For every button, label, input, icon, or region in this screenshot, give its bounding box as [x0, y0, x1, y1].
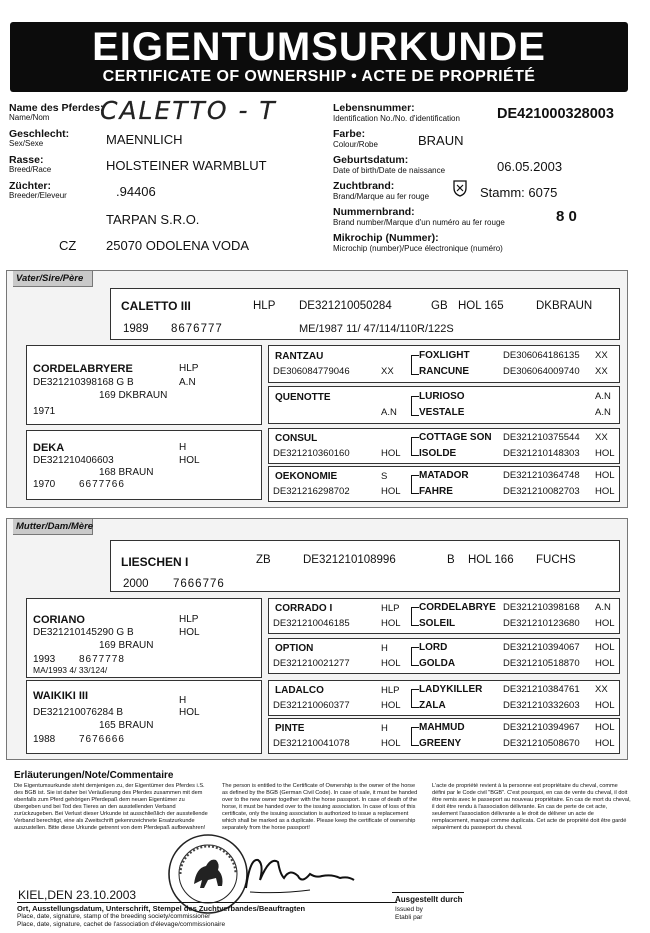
dam-sire-year: 1993: [33, 654, 56, 665]
notes-french: L'acte de propriété revient à la personne est propriétaire du cheval, comme défini par le Code civil "BGB". C'est pourquoi, en cas de vente du cheval, il doit être remis avec le passeport au nouveau propriétaire. En cas de mort du cheval, il doit être rendu à l'association délivrante. En cas de perte de cet acte, seulement l'association délivrante a le droit de délivrer un acte de remplacement, marqué comme duplicata. Cet acte de propriété doit être gardé séparément du passeport du cheval.: [432, 783, 631, 831]
ggp-number: DE321210394067: [503, 642, 580, 653]
ggp-breed: HOL: [595, 738, 615, 749]
sex-label-sub: Sex/Sexe: [9, 139, 44, 148]
ggp-name: SOLEIL: [419, 618, 456, 629]
brand-number-label-sub: Brand number/Marque d'un numéro au fer rouge: [333, 218, 505, 227]
ggp-name: COTTAGE SON: [419, 432, 492, 443]
colour-label-sub: Colour/Robe: [333, 140, 378, 149]
ggp-breed: HOL: [595, 618, 615, 629]
ggp-number: DE306064186135: [503, 350, 580, 361]
horse-name: CALETTO - T: [100, 96, 277, 125]
gp-code: HLP: [381, 685, 400, 696]
brand-value: Stamm: 6075: [480, 185, 558, 200]
dob-label: Geburtsdatum:: [333, 154, 409, 166]
gp-name: PINTE: [275, 723, 305, 734]
gp-number: DE321210041078: [273, 738, 350, 749]
gp-code: H: [381, 723, 388, 734]
dam-gp-box-3: [268, 680, 620, 716]
gp-code: S: [381, 471, 388, 482]
ggp-breed: XX: [595, 366, 608, 377]
ggp-breed: HOL: [595, 448, 615, 459]
sire-number: DE321210050284: [299, 300, 392, 312]
gp-name: LADALCO: [275, 685, 324, 696]
sire-sire-number: DE321210398168 G B: [33, 377, 134, 388]
gp-breed: A.N: [381, 407, 397, 418]
pedigree-bracket: [411, 607, 419, 626]
life-number-label-sub: Identification No./No. d'identification: [333, 114, 460, 123]
sire-gp-box-3: [268, 428, 620, 464]
ggp-breed: HOL: [595, 470, 615, 481]
sire-header: Vater/Sire/Père: [13, 271, 93, 287]
ggp-number: DE321210394967: [503, 722, 580, 733]
issue-place-date: KIEL,DEN 23.10.2003: [18, 888, 137, 902]
sire-code: HLP: [253, 300, 276, 312]
ggp-name: ISOLDE: [419, 448, 457, 459]
sire-sire-breed: A.N: [179, 377, 196, 388]
dob-label-sub: Date of birth/Date de naissance: [333, 166, 446, 175]
dam-colour: FUCHS: [536, 554, 576, 566]
sire-dam-breed: HOL: [179, 455, 200, 466]
footer-line-1: Ort, Ausstellungsdatum, Unterschrift, Stempel des Zuchtverbandes/Beauftragten: [17, 904, 306, 913]
ggp-number: DE321210384761: [503, 684, 580, 695]
notes-english: The person is entitled to the Certificate of Ownership is the owner of the horse as defined by the BGB (German Civil Code). In case of sale, it must be handed over to the new owner together with the horse passport. In case of death of the horse, it must be handed over to the issuing association. In case of loss of this certificate, only the issuing association is authorized to issue a replacement which shall be marked as a duplicate. Please keep the certificate of ownership separately from the horse passport!: [222, 783, 418, 831]
dam-dam-size-colour: 165 BRAUN: [99, 720, 154, 731]
ggp-name: MATADOR: [419, 470, 469, 481]
gp-number: DE321210360160: [273, 448, 350, 459]
sire-sire-box: [26, 345, 262, 425]
dam-b: B: [447, 554, 455, 566]
ggp-number: DE321210364748: [503, 470, 580, 481]
ggp-number: DE321210123680: [503, 618, 580, 629]
gp-name: CONSUL: [275, 433, 318, 444]
sire-sire-size-colour: 169 DKBRAUN: [99, 390, 168, 401]
ggp-breed: HOL: [595, 722, 615, 733]
pedigree-bracket: [411, 647, 419, 666]
sire-sire-name: CORDELABRYERE: [33, 363, 133, 375]
footer-line-3: Place, date, signature, cachet de l'association d'élevage/commissionaire: [17, 921, 226, 928]
life-number-label: Lebensnummer:: [333, 102, 415, 114]
life-number: DE421000328003: [497, 106, 614, 122]
gp-number: DE321210060377: [273, 700, 350, 711]
title-banner: [10, 22, 628, 92]
dam-sire-performance: MA/1993 4/ 33/124/: [33, 665, 108, 675]
issued-line: [392, 892, 464, 893]
dam-id: 7666776: [173, 578, 225, 590]
gp-code: HLP: [381, 603, 400, 614]
ggp-breed: A.N: [595, 602, 611, 613]
gp-breed: HOL: [381, 618, 401, 629]
dam-sire-box: [26, 598, 262, 678]
dam-sire-breed: HOL: [179, 627, 200, 638]
ggp-breed: HOL: [595, 486, 615, 497]
ggp-breed: HOL: [595, 642, 615, 653]
sire-gb: GB: [431, 300, 448, 312]
gp-breed: HOL: [381, 738, 401, 749]
gp-number: DE306084779046: [273, 366, 350, 377]
dam-dam-name: WAIKIKI III: [33, 690, 88, 702]
dam-dam-code: H: [179, 695, 187, 706]
breeder-number: .94406: [116, 184, 156, 199]
signature-line: [17, 902, 397, 903]
horse-breed: HOLSTEINER WARMBLUT: [106, 158, 267, 173]
ggp-name: FOXLIGHT: [419, 350, 470, 361]
sire-dam-name: DEKA: [33, 442, 65, 454]
sire-year: 1989: [123, 323, 149, 335]
dam-number: DE321210108996: [303, 554, 396, 566]
ggp-name: VESTALE: [419, 407, 465, 418]
ggp-name: LADYKILLER: [419, 684, 483, 695]
name-label: Name des Pferdes:: [9, 102, 104, 114]
signature-icon: [240, 848, 360, 898]
document-title: EIGENTUMSURKUNDE: [92, 25, 546, 69]
gp-breed: HOL: [381, 448, 401, 459]
sire-sire-year: 1971: [33, 406, 56, 417]
ggp-number: DE321210398168: [503, 602, 580, 613]
microchip-label: Mikrochip (Nummer):: [333, 232, 439, 244]
brand-number-label: Nummernbrand:: [333, 206, 415, 218]
sire-dam-code: H: [179, 442, 187, 453]
dam-main-box: [110, 540, 620, 592]
ggp-breed: HOL: [595, 658, 615, 669]
sire-id: 8676777: [171, 323, 223, 335]
sire-main-box: [110, 288, 620, 340]
sire-name: CALETTO III: [121, 299, 191, 313]
brand-label-sub: Brand/Marque au fer rouge: [333, 192, 430, 201]
ggp-name: LORD: [419, 642, 448, 653]
ggp-name: FAHRE: [419, 486, 453, 497]
pedigree-bracket: [411, 689, 419, 708]
dam-sire-id: 8677778: [79, 654, 125, 665]
sire-sire-code: HLP: [179, 363, 199, 374]
ggp-name: ZALA: [419, 700, 446, 711]
ggp-breed: XX: [595, 432, 608, 443]
gp-number: DE321210021277: [273, 658, 350, 669]
issued-by-label: Ausgestellt durch: [395, 895, 463, 904]
dam-year: 2000: [123, 578, 149, 590]
gp-code: H: [381, 643, 388, 654]
sire-dam-id: 6677766: [79, 479, 125, 490]
dam-dam-number: DE321210076284 B: [33, 707, 124, 718]
pedigree-bracket: [411, 475, 419, 494]
notes-title: Erläuterungen/Note/Commentaire: [14, 770, 174, 781]
breeder-name: TARPAN S.R.O.: [106, 212, 200, 227]
sire-dam-size-colour: 168 BRAUN: [99, 467, 154, 478]
ggp-name: CORDELABRYE: [419, 602, 496, 613]
ggp-name: MAHMUD: [419, 722, 465, 733]
sire-dam-box: [26, 430, 262, 500]
dam-sire-code: HLP: [179, 614, 199, 625]
issued-by-label-fr: Etabli par: [395, 914, 423, 921]
brand-crest-icon: [452, 179, 468, 197]
brand-label: Zuchtbrand:: [333, 180, 395, 192]
ggp-number: DE321210508670: [503, 738, 580, 749]
breed-label: Rasse:: [9, 154, 44, 166]
breeder-address: 25070 ODOLENA VODA: [106, 238, 250, 253]
gp-breed: HOL: [381, 658, 401, 669]
colour-label: Farbe:: [333, 128, 366, 140]
gp-name: OPTION: [275, 643, 314, 654]
sire-gp-box-4: [268, 466, 620, 502]
dam-hol: HOL 166: [468, 554, 514, 566]
gp-number: DE321216298702: [273, 486, 350, 497]
gp-breed: HOL: [381, 700, 401, 711]
ggp-breed: A.N: [595, 407, 611, 418]
issued-by-label-en: Issued by: [395, 906, 423, 913]
dam-dam-year: 1988: [33, 734, 56, 745]
dam-dam-box: [26, 680, 262, 754]
ggp-number: DE321210332603: [503, 700, 580, 711]
ggp-breed: XX: [595, 684, 608, 695]
gp-name: QUENOTTE: [275, 392, 331, 403]
horse-sex: MAENNLICH: [106, 132, 183, 147]
gp-name: CORRADO I: [275, 603, 333, 614]
dam-sire-number: DE321210145290 G B: [33, 627, 134, 638]
gp-breed: HOL: [381, 486, 401, 497]
gp-name: OEKONOMIE: [275, 471, 338, 482]
sire-hol: HOL 165: [458, 300, 504, 312]
breeder-label-sub: Breeder/Eleveur: [9, 191, 67, 200]
ggp-name: GREENY: [419, 738, 462, 749]
sire-gp-box-1: [268, 345, 620, 383]
pedigree-bracket: [411, 355, 419, 375]
breed-label-sub: Breed/Race: [9, 165, 52, 174]
document-subtitle: CERTIFICATE OF OWNERSHIP • ACTE DE PROPRIÉTÉ: [102, 68, 536, 85]
ggp-number: DE321210082703: [503, 486, 580, 497]
sire-dam-year: 1970: [33, 479, 56, 490]
sire-colour: DKBRAUN: [536, 300, 593, 312]
ggp-number: DE321210518870: [503, 658, 580, 669]
notes-german: Die Eigentumsurkunde steht demjenigen zu, der Eigentümer des Pferdes i.S. des BGB ist. Sie ist daher bei Veräußerung des Pferdes zusammen mit dem ebenfalls zum Pferd gehörigen Pferdepaß dem neuen Eigentümer zu übergeben und bei Tod des Tieres an den ausstellenden Verband zurückzugeben. Bei Verlust dieser Urkunde ist ausschließlich der ausstellende Verband berechtigt, eine als Zweitschrift gekennzeichnete Ersatzurkunde auszustellen. Bitte diese Urkunde getrennt von dem Pferdepaß aufbewahren!: [14, 783, 208, 831]
sire-performance: ME/1987 11/ 47/114/110R/122S: [299, 323, 454, 335]
dam-sire-size-colour: 169 BRAUN: [99, 640, 154, 651]
pedigree-bracket: [411, 727, 419, 746]
dam-code: ZB: [256, 554, 271, 566]
brand-number: 8 0: [556, 208, 577, 225]
ggp-name: RANCUNE: [419, 366, 469, 377]
sire-gp-box-2: [268, 386, 620, 424]
dam-header: Mutter/Dam/Mère: [13, 519, 93, 535]
breeder-country: CZ: [59, 238, 77, 253]
gp-breed: XX: [381, 366, 394, 377]
name-label-sub: Name/Nom: [9, 113, 50, 122]
dam-gp-box-2: [268, 638, 620, 674]
pedigree-bracket: [411, 396, 419, 416]
ggp-name: GOLDA: [419, 658, 456, 669]
breeder-label: Züchter:: [9, 180, 51, 192]
dam-gp-box-4: [268, 718, 620, 754]
ggp-number: DE306064009740: [503, 366, 580, 377]
sire-dam-number: DE321210406603: [33, 455, 114, 466]
sex-label: Geschlecht:: [9, 128, 70, 140]
dam-name: LIESCHEN I: [121, 555, 189, 569]
horse-colour: BRAUN: [418, 133, 464, 148]
ggp-breed: HOL: [595, 700, 615, 711]
gp-name: RANTZAU: [275, 351, 324, 362]
ggp-number: DE321210375544: [503, 432, 580, 443]
microchip-label-sub: Microchip (number)/Puce électronique (numéro): [333, 244, 503, 253]
date-of-birth: 06.05.2003: [497, 159, 563, 174]
footer-line-2: Place, date, signature, stamp of the breeding society/commissioner: [17, 913, 211, 920]
dam-dam-breed: HOL: [179, 707, 200, 718]
gp-number: DE321210046185: [273, 618, 350, 629]
dam-gp-box-1: [268, 598, 620, 634]
dam-dam-id: 7676666: [79, 734, 125, 745]
pedigree-bracket: [411, 437, 419, 456]
ggp-breed: XX: [595, 350, 608, 361]
ggp-number: DE321210148303: [503, 448, 580, 459]
ggp-breed: A.N: [595, 391, 611, 402]
ggp-name: LURIOSO: [419, 391, 465, 402]
dam-sire-name: CORIANO: [33, 614, 85, 626]
